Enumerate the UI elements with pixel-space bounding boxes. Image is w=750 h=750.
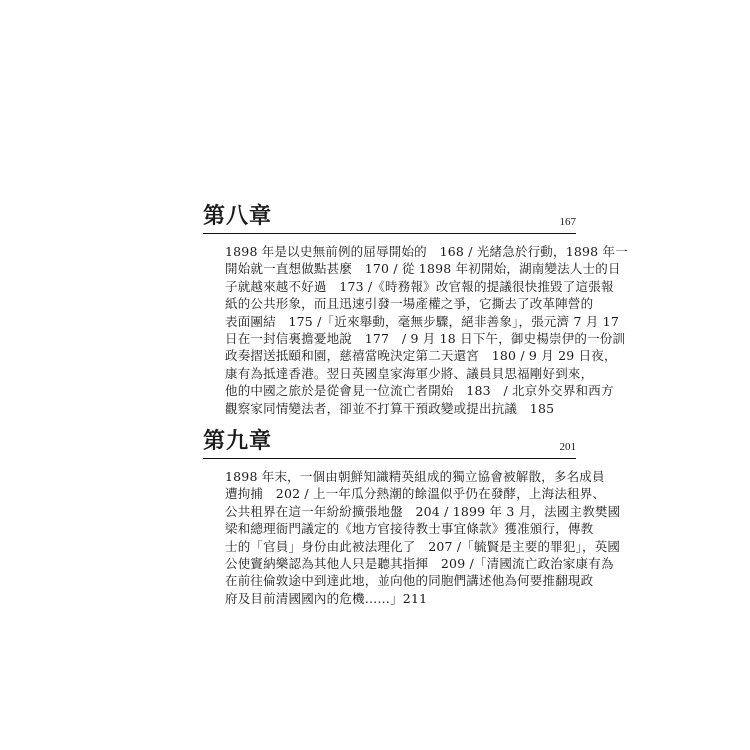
- chapter-title: 第九章: [203, 428, 273, 454]
- text-line: 康有為抵達香港。翌日英國皇家海軍少將、議員貝思福剛好到來，: [225, 365, 594, 381]
- text-line: 公使竇納樂認為其他人只是聽其指揮 209 /「清國流亡政治家康有為: [225, 555, 614, 571]
- text-line: 1898 年是以史無前例的屈辱開始的 168 / 光緒急於行動，1898 年一: [225, 244, 628, 259]
- chapter-page-number: 167: [559, 216, 576, 228]
- text-line: 紙的公共形象，而且迅速引發一場產權之爭，它撕去了改革陣營的: [225, 296, 594, 312]
- chapter-8-section: [203, 199, 628, 417]
- text-line: 開始就一直想做點甚麼 170 / 從 1898 年初開始，湖南變法人士的日: [225, 261, 621, 277]
- chapter-header: [203, 424, 576, 459]
- chapter-header: [203, 199, 576, 234]
- text-line: 遭拘捕 202 / 上一年瓜分熱潮的餘溫似乎仍在發酵，上海法租界、: [225, 486, 606, 502]
- text-line: 觀察家同情變法者，卻並不打算干預政變或提出抗議 185: [225, 400, 555, 416]
- text-line: 日在一封信裏擔憂地說 177 / 9 月 18 日下午，御史楊崇伊的一份訓: [225, 330, 626, 346]
- chapter-page-number: 201: [559, 441, 576, 453]
- text-line: 政奏摺送抵頤和園，慈禧當晚決定第二天還宮 180 / 9 月 29 日夜，: [225, 348, 617, 364]
- text-line: 士的「官員」身份由此被法理化了 207 /「毓賢是主要的罪犯」，英國: [225, 538, 621, 554]
- text-line: 他的中國之旅於是從會見一位流亡者開始 183 / 北京外交界和西方: [225, 383, 614, 399]
- chapter-9-section: [203, 424, 621, 607]
- text-line: 公共租界在這一年紛紛擴張地盤 204 / 1899 年 3 月，法國主教樊國: [225, 503, 621, 519]
- text-line: 1898 年末，一個由朝鮮知識精英組成的獨立協會被解散，多名成員: [225, 469, 605, 484]
- text-line: 在前往倫敦途中到達此地，並向他的同胞們講述他為何要推翻現政: [225, 573, 594, 589]
- text-line: 府及目前清國國內的危機……」211: [225, 590, 428, 606]
- text-line: 梁和總理衙門議定的《地方官接待教士事宜條款》獲准頒行，傳教: [225, 521, 594, 537]
- chapter-summary: [225, 243, 628, 417]
- chapter-summary: [225, 468, 621, 607]
- text-line: 表面團結 175 /「近來舉動，毫無步驟，絕非善象」，張元濟 7 月 17: [225, 313, 619, 329]
- text-line: 子就越來越不好過 173 /《時務報》改官報的提議很快推毀了這張報: [225, 278, 614, 294]
- chapter-title: 第八章: [203, 203, 273, 229]
